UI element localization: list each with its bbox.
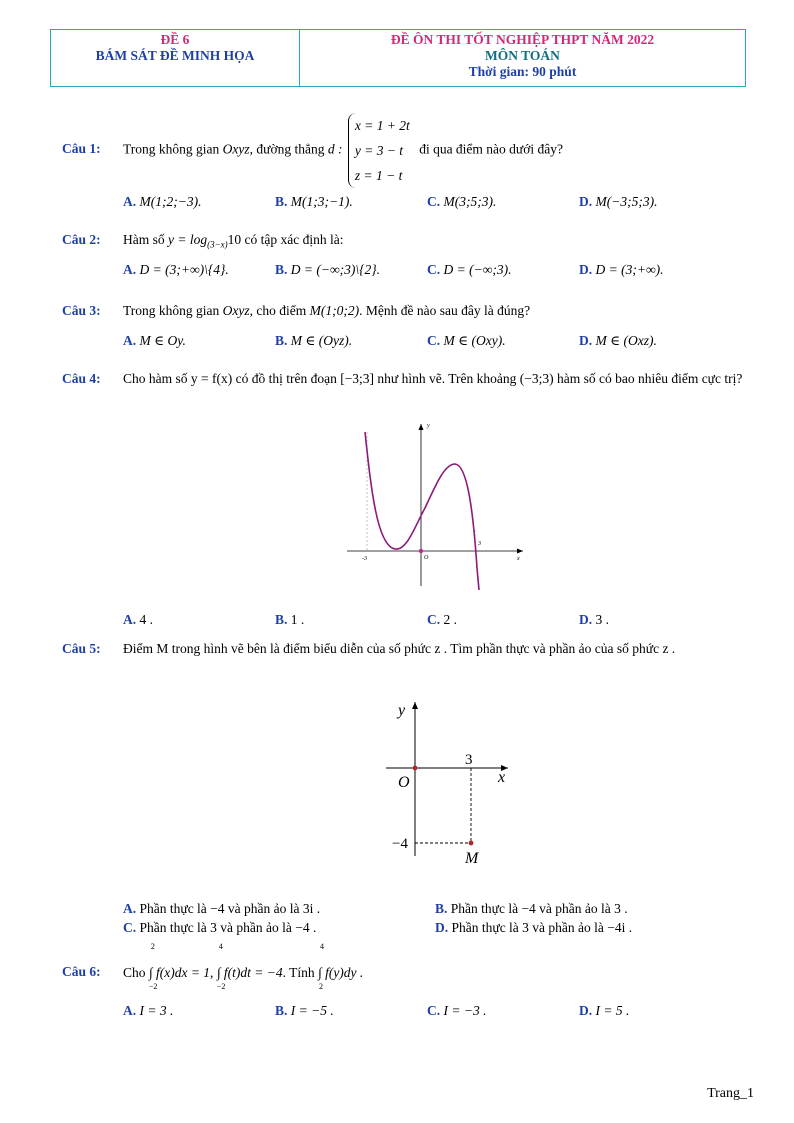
q1-eq3: z = 1 − t <box>354 168 403 183</box>
q4-origin-label: O <box>424 555 429 561</box>
q4-option-c[interactable]: C. 2 . <box>427 612 457 627</box>
q2-option-c[interactable]: C. D = (−∞;3). <box>427 262 512 277</box>
q4-x-arrow-icon <box>517 549 523 554</box>
q4-option-d[interactable]: D. 3 . <box>579 612 609 627</box>
q1-text-b: , đường thẳng <box>249 141 325 157</box>
q1-eq2: y = 3 − t <box>354 143 404 158</box>
q6-text: Cho 2 −2 ∫ f(x)dx = 1, 4 −2 ∫ f(t)dt = −4. Tính 4 2 ∫ f(y)dy . <box>123 942 364 991</box>
q2-text: Hàm số $y = \log_{(3-x)}10$ có tập xác định là: <box>123 232 344 250</box>
q5-option-d[interactable]: D. Phần thực là 3 và phần ảo là −4i . <box>435 920 633 935</box>
q5-point-m <box>469 841 474 846</box>
q6-integral-3: 4 2 ∫ f(y)dy . <box>318 942 364 991</box>
q2-func: y = log <box>168 232 208 247</box>
q3-options <box>123 333 763 349</box>
q5-option-c[interactable]: C. Phần thực là 3 và phần ảo là −4 . <box>123 920 317 935</box>
q3-option-a[interactable]: A. M ∈ Oy. <box>123 333 186 348</box>
q1-option-d[interactable]: D. M(−3;5;3). <box>579 194 658 209</box>
page-number: Trang_1 <box>707 1086 754 1101</box>
subject: MÔN TOÁN <box>485 48 560 63</box>
exam-number: ĐỀ 6 <box>160 32 190 47</box>
q5-y-arrow-icon <box>412 702 418 709</box>
q5-graph <box>380 696 520 868</box>
q6-label: Câu 6: <box>62 964 101 979</box>
q5-option-a[interactable]: A. Phần thực là −4 và phần ảo là 3i . <box>123 901 321 916</box>
header-right <box>300 30 745 86</box>
q1-system <box>348 113 410 188</box>
exam-subtitle: BÁM SÁT ĐỀ MINH HỌA <box>95 48 255 63</box>
q6-integral-2: 4 −2 ∫ f(t)dt = −4 <box>216 942 283 991</box>
q4-tick-left: -3 <box>362 556 367 562</box>
q5-point-label: M <box>465 850 479 867</box>
q3-option-c[interactable]: C. M ∈ (Oxy). <box>427 333 506 348</box>
q5-origin-label: O <box>398 774 410 791</box>
q3-label: Câu 3: <box>62 303 101 318</box>
q5-origin-dot <box>413 766 418 771</box>
q1-space: Oxyz <box>222 141 250 157</box>
q3-option-b[interactable]: B. M ∈ (Oyz). <box>275 333 353 348</box>
q1-eq1: x = 1 + 2t <box>354 118 410 133</box>
q1-options <box>123 194 763 210</box>
q3-text: Trong không gian Oxyz, cho điểm M(1;0;2). Mệnh đề nào sau đây là đúng? <box>123 303 531 318</box>
q2-options <box>123 262 763 278</box>
q4-origin-dot <box>419 549 423 553</box>
exam-title: ĐỀ ÔN THI TỐT NGHIỆP THPT NĂM 2022 <box>390 32 655 47</box>
q4-option-b[interactable]: B. 1 . <box>275 612 305 627</box>
q1-option-b[interactable]: B. M(1;3;−1). <box>275 194 353 209</box>
q5-text: Câu 5: Điểm M trong hình vẽ bên là điểm biểu diễn của số phức z . Tìm phần thực và phần ảo của số phức z . <box>62 641 676 656</box>
q6-option-d[interactable]: D. I = 5 . <box>579 1003 630 1018</box>
q6-option-a[interactable]: A. I = 3 . <box>123 1003 174 1018</box>
q5-x-tick: 3 <box>465 752 473 768</box>
q2-label: Câu 2: <box>62 232 101 247</box>
time-limit: Thời gian: 90 phút <box>468 64 577 79</box>
q4-tick-right: 3 <box>478 541 481 547</box>
q4-y-label: y <box>427 423 430 429</box>
q1-option-a[interactable]: A. M(1;2;−3). <box>123 194 202 209</box>
q5-y-label: y <box>398 702 406 719</box>
q4-x-label: x <box>517 556 520 562</box>
q5-options-row1 <box>123 901 763 917</box>
q2-option-d[interactable]: D. D = (3;+∞). <box>579 262 664 277</box>
q2-option-b[interactable]: B. D = (−∞;3)\{2}. <box>275 262 381 277</box>
q5-x-label: x <box>498 769 506 786</box>
q6-options <box>123 1003 763 1019</box>
q4-option-a[interactable]: A. 4 . <box>123 612 153 627</box>
q5-option-b[interactable]: B. Phần thực là −4 và phần ảo là 3 . <box>435 901 628 916</box>
q4-curve <box>365 432 479 590</box>
q1-line-name: d : <box>327 141 343 157</box>
q3-option-d[interactable]: D. M ∈ (Oxz). <box>579 333 657 348</box>
exam-header <box>50 29 746 87</box>
q4-options <box>123 612 763 628</box>
q1-text <box>123 113 563 188</box>
q2-option-a[interactable]: A. D = (3;+∞)\{4}. <box>123 262 229 277</box>
q1-label: Câu 1: <box>62 141 101 156</box>
q6-integral-1: 2 −2 ∫ f(x)dx = 1, <box>148 942 214 991</box>
q1-option-c[interactable]: C. M(3;5;3). <box>427 194 497 209</box>
q1-text-a: Trong không gian <box>123 141 220 157</box>
q5-y-tick: −4 <box>392 836 408 852</box>
q5-options-row2 <box>123 920 763 936</box>
q6-option-b[interactable]: B. I = −5 . <box>275 1003 334 1018</box>
q4-y-arrow-icon <box>419 424 424 430</box>
q1-text-c: đi qua điểm nào dưới đây? <box>419 141 563 157</box>
q6-option-c[interactable]: C. I = −3 . <box>427 1003 487 1018</box>
q4-graph <box>345 418 530 590</box>
header-left <box>51 30 300 86</box>
q4-text: Câu 4: Cho hàm số y = f(x) có đồ thị trên đoạn [−3;3] như hình vẽ. Trên khoảng (−3;3) hàm số có bao nhiêu điểm cực trị? <box>62 371 743 386</box>
